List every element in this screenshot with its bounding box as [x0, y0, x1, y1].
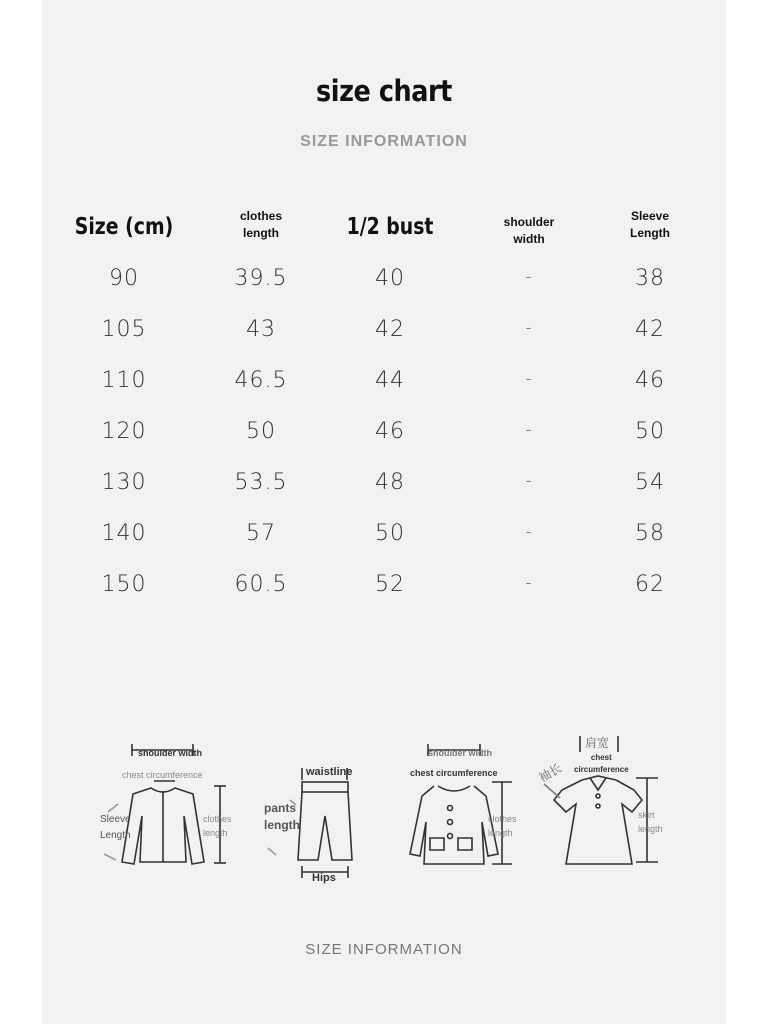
cell-clothes-length: 43: [246, 317, 276, 342]
cell-sleeve-length: 50: [635, 419, 665, 444]
header-clothes-length: clothes length: [239, 209, 282, 240]
cell-sleeve-length: 42: [635, 317, 665, 342]
cell-shoulder-width: -: [525, 572, 533, 593]
cell-shoulder-width: -: [525, 317, 533, 338]
cell-half-bust: 46: [375, 419, 405, 444]
header-size: Size (cm): [74, 214, 174, 240]
table-row: [0, 572, 768, 612]
cell-sleeve-length: 38: [635, 266, 665, 291]
jacket-shoulder-label: shoulder width: [138, 748, 202, 758]
dress-sleeve-label: 袖长: [536, 760, 565, 785]
header-sleeve-length: Sleeve Length: [630, 209, 670, 240]
cell-half-bust: 48: [375, 470, 405, 495]
dress-shoulder-label: 肩宽: [585, 736, 610, 750]
cell-shoulder-width: -: [525, 368, 533, 389]
cell-clothes-length: 60.5: [234, 572, 288, 597]
cell-shoulder-width: -: [525, 470, 533, 491]
pants-waist-label: waistline: [306, 766, 353, 778]
shirt-shoulder-label: shoulder width: [428, 748, 492, 758]
header-shoulder-width: shoulder width: [503, 215, 555, 246]
table-row: [0, 470, 768, 510]
cell-size: 120: [101, 419, 147, 444]
cell-size: 150: [101, 572, 147, 597]
cell-clothes-length: 53.5: [234, 470, 288, 495]
cell-half-bust: 42: [375, 317, 405, 342]
cell-sleeve-length: 62: [635, 572, 665, 597]
dress-chest-label: chest circumference: [574, 753, 629, 774]
shirt-chest-label: chest circumference: [410, 768, 498, 778]
cell-sleeve-length: 54: [635, 470, 665, 495]
jacket-chest-label: chest circumference: [122, 770, 203, 780]
dress-skirt-label: skirt length: [638, 810, 663, 834]
page-subtitle: SIZE INFORMATION: [300, 133, 468, 150]
cell-clothes-length: 50: [246, 419, 276, 444]
cell-half-bust: 44: [375, 368, 405, 393]
cell-clothes-length: 46.5: [234, 368, 288, 393]
cell-size: 140: [101, 521, 147, 546]
table-row: [0, 317, 768, 357]
table-row: [0, 521, 768, 561]
cell-clothes-length: 39.5: [234, 266, 288, 291]
pants-length-label: pants length: [264, 801, 300, 832]
shirt-illustration: [400, 730, 530, 880]
cell-sleeve-length: 46: [635, 368, 665, 393]
pants-hips-label: Hips: [312, 872, 336, 884]
cell-half-bust: 52: [375, 572, 405, 597]
header-half-bust: 1/2 bust: [346, 214, 434, 240]
dress-illustration: [536, 730, 676, 880]
cell-size: 90: [109, 266, 139, 291]
cell-half-bust: 50: [375, 521, 405, 546]
page-title: size chart: [316, 74, 452, 108]
cell-size: 105: [101, 317, 147, 342]
table-row: [0, 266, 768, 306]
cell-half-bust: 40: [375, 266, 405, 291]
table-row: [0, 419, 768, 459]
cell-shoulder-width: -: [525, 266, 533, 287]
footer-caption: SIZE INFORMATION: [305, 941, 463, 958]
jacket-length-label: clothes length: [203, 814, 232, 838]
shirt-length-label: clothes length: [488, 814, 517, 838]
cell-shoulder-width: -: [525, 521, 533, 542]
cell-shoulder-width: -: [525, 419, 533, 440]
table-row: [0, 368, 768, 408]
cell-clothes-length: 57: [246, 521, 276, 546]
pants-illustration: [262, 730, 372, 890]
jacket-illustration: [96, 730, 236, 880]
cell-size: 110: [101, 368, 147, 393]
cell-sleeve-length: 58: [635, 521, 665, 546]
cell-size: 130: [101, 470, 147, 495]
jacket-sleeve-label: Sleeve Length: [100, 814, 131, 841]
